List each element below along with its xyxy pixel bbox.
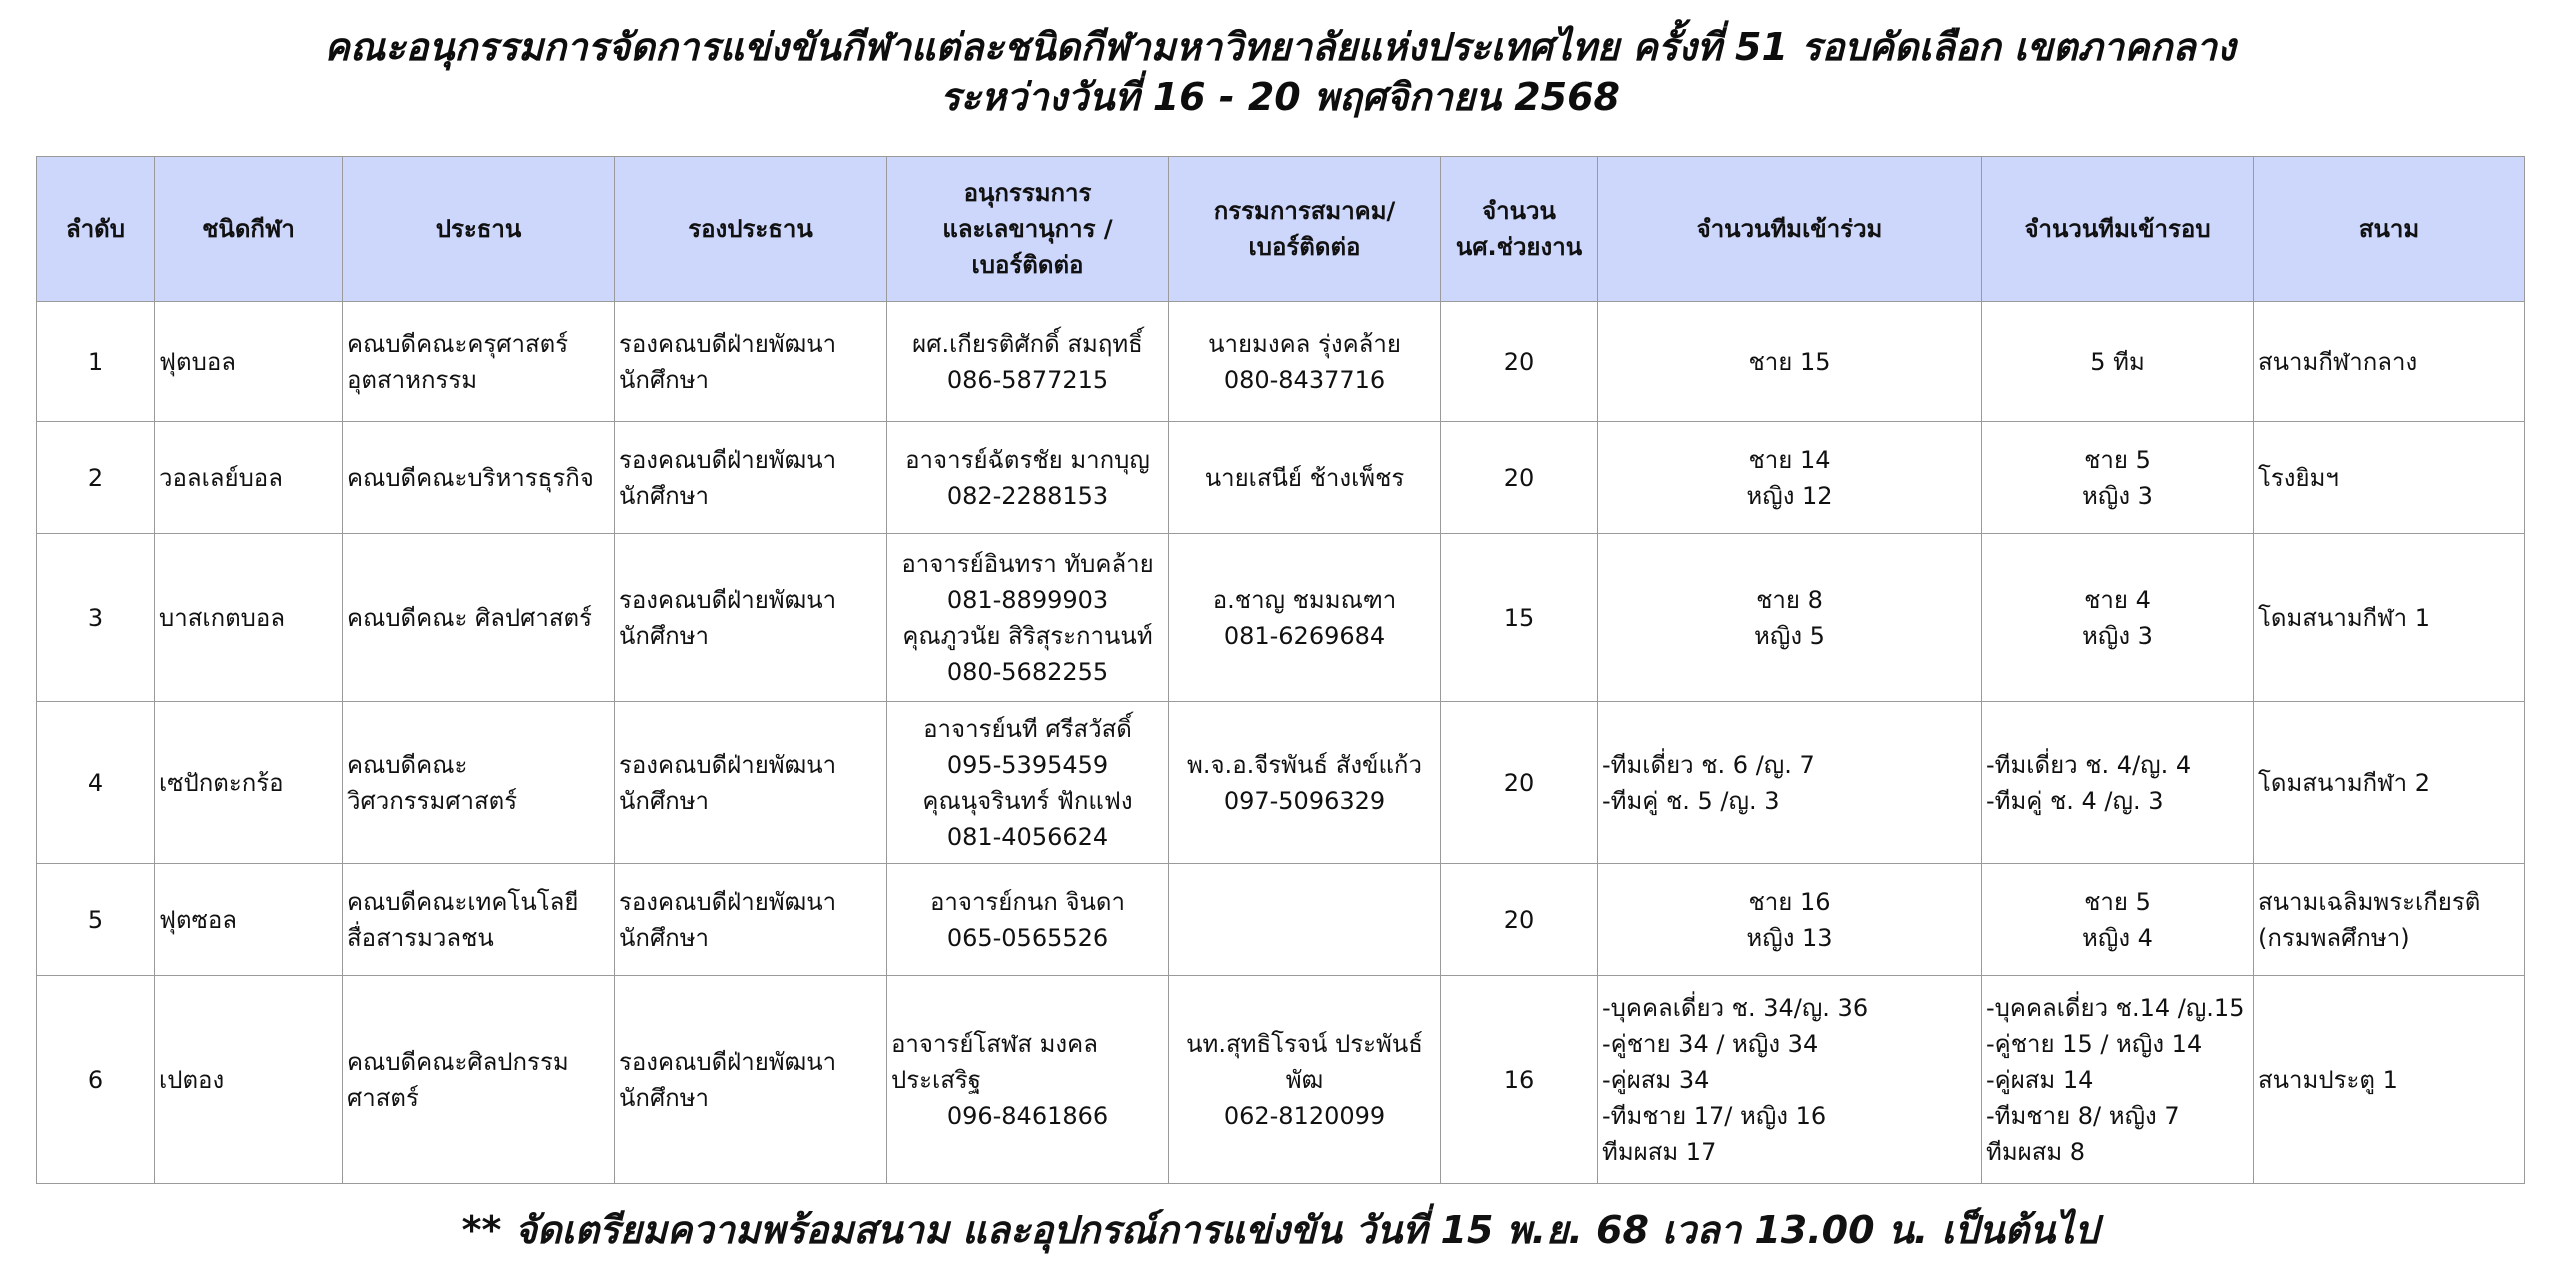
cell-line: 5 ทีม (2090, 347, 2145, 376)
header-no: ลำดับ (37, 157, 155, 302)
cell-line: -คู่ผสม 14 (1986, 1065, 2094, 1094)
cell-teams-qualified (1982, 302, 2254, 422)
cell-association (1169, 702, 1441, 864)
cell-line: อาจารย์โสฬส มงคล (891, 1029, 1098, 1058)
cell-line: 081-8899903 (946, 585, 1109, 614)
cell-line: นักศึกษา (619, 786, 709, 815)
cell-association (1169, 534, 1441, 702)
cell-sport: วอลเลย์บอล (155, 422, 343, 534)
cell-sport: ฟุตบอล (155, 302, 343, 422)
cell-vice-chair (615, 864, 887, 976)
cell-vice-chair (615, 976, 887, 1184)
cell-line: 062-8120099 (1223, 1101, 1386, 1130)
header-chair: ประธาน (343, 157, 615, 302)
cell-line: อาจารย์อินทรา ทับคล้าย (901, 549, 1154, 578)
cell-line: ชาย 16 (1748, 887, 1831, 916)
cell-line: สื่อสารมวลชน (347, 923, 494, 952)
cell-students: 20 (1441, 702, 1598, 864)
cell-line: -ทีมเดี่ยว ช. 6 /ญ. 7 (1602, 750, 1815, 779)
cell-line: นักศึกษา (619, 1083, 709, 1112)
cell-venue (2254, 702, 2525, 864)
header-secretary: อนุกรรมการ และเลขานุการ / เบอร์ติดต่อ (887, 157, 1169, 302)
cell-line: รองคณบดีฝ่ายพัฒนา (619, 887, 837, 916)
cell-association (1169, 864, 1441, 976)
cell-line: คณบดีคณะเทคโนโลยี (347, 887, 579, 916)
cell-line: อาจารย์นที ศรีสวัสดิ์ (923, 714, 1132, 743)
cell-teams-joined (1598, 302, 1982, 422)
cell-line: นักศึกษา (619, 481, 709, 510)
cell-line: สนามเฉลิมพระเกียรติ (2258, 887, 2481, 916)
cell-students: 20 (1441, 302, 1598, 422)
cell-venue (2254, 534, 2525, 702)
cell-line: -คู่ชาย 34 / หญิง 34 (1602, 1029, 1819, 1058)
cell-secretary (887, 422, 1169, 534)
cell-teams-qualified (1982, 976, 2254, 1184)
cell-no: 3 (37, 534, 155, 702)
cell-line: สนามกีฬากลาง (2258, 347, 2418, 376)
cell-chair (343, 702, 615, 864)
cell-line: -ทีมชาย 17/ หญิง 16 (1602, 1101, 1827, 1130)
cell-line: คณบดีคณะ ศิลปศาสตร์ (347, 603, 592, 632)
cell-line: นักศึกษา (619, 365, 709, 394)
cell-line: -บุคคลเดี่ยว ช. 34/ญ. 36 (1602, 993, 1869, 1022)
cell-teams-qualified (1982, 702, 2254, 864)
cell-sport: ฟุตซอล (155, 864, 343, 976)
cell-students: 16 (1441, 976, 1598, 1184)
table-row (37, 976, 2525, 1184)
cell-no: 5 (37, 864, 155, 976)
cell-line: โรงยิมฯ (2258, 463, 2339, 492)
cell-line: -บุคคลเดี่ยว ช.14 /ญ.15 (1986, 993, 2245, 1022)
header-row (37, 157, 2525, 302)
cell-students: 20 (1441, 422, 1598, 534)
cell-students: 20 (1441, 864, 1598, 976)
cell-teams-joined (1598, 534, 1982, 702)
cell-secretary (887, 302, 1169, 422)
cell-line: 095-5395459 (946, 750, 1109, 779)
cell-chair (343, 864, 615, 976)
schedule-table (36, 156, 2525, 1184)
cell-line: ทีมผสม 17 (1602, 1137, 1717, 1166)
cell-line: ชาย 5 (2084, 887, 2151, 916)
cell-venue (2254, 302, 2525, 422)
header-sport: ชนิดกีฬา (155, 157, 343, 302)
cell-line: คณบดีคณะครุศาสตร์ (347, 329, 569, 358)
cell-vice-chair (615, 534, 887, 702)
header-association: กรรมการสมาคม/ เบอร์ติดต่อ (1169, 157, 1441, 302)
cell-students: 15 (1441, 534, 1598, 702)
cell-teams-qualified (1982, 534, 2254, 702)
cell-line: หญิง 12 (1746, 481, 1833, 510)
header-students: จำนวน นศ.ช่วยงาน (1441, 157, 1598, 302)
title-line-1: คณะอนุกรรมการจัดการแข่งขันกีฬาแต่ละชนิดกีฬามหาวิทยาลัยแห่งประเทศไทย ครั้งที่ 51 รอบคัดเลือก เขตภาคกลาง (324, 25, 2236, 69)
cell-line: -ทีมเดี่ยว ช. 4/ญ. 4 (1986, 750, 2192, 779)
cell-line: 065-0565526 (946, 923, 1109, 952)
header-teams-joined: จำนวนทีมเข้าร่วม (1598, 157, 1982, 302)
cell-line: ชาย 8 (1756, 585, 1823, 614)
cell-line: หญิง 3 (2082, 621, 2153, 650)
cell-association (1169, 976, 1441, 1184)
cell-no: 2 (37, 422, 155, 534)
cell-chair (343, 976, 615, 1184)
cell-line: รองคณบดีฝ่ายพัฒนา (619, 445, 837, 474)
cell-venue (2254, 864, 2525, 976)
table-row (37, 702, 2525, 864)
cell-association (1169, 422, 1441, 534)
cell-chair (343, 422, 615, 534)
cell-chair (343, 302, 615, 422)
cell-sport: บาสเกตบอล (155, 534, 343, 702)
cell-line: คุณภูวนัย สิริสุระกานนท์ (902, 621, 1153, 650)
header-teams-qualified: จำนวนทีมเข้ารอบ (1982, 157, 2254, 302)
cell-secretary (887, 864, 1169, 976)
cell-sport: เปตอง (155, 976, 343, 1184)
header-vice-chair: รองประธาน (615, 157, 887, 302)
cell-line: สนามประตู 1 (2258, 1065, 2398, 1094)
cell-vice-chair (615, 702, 887, 864)
cell-line: ชาย 14 (1748, 445, 1831, 474)
cell-line: รองคณบดีฝ่ายพัฒนา (619, 329, 837, 358)
cell-line: นักศึกษา (619, 621, 709, 650)
cell-venue (2254, 422, 2525, 534)
cell-line: หญิง 4 (2082, 923, 2153, 952)
cell-line: 080-5682255 (946, 657, 1109, 686)
cell-line: คณบดีคณะบริหารธุรกิจ (347, 463, 594, 492)
cell-line: อุตสาหกรรม (347, 365, 478, 394)
cell-line: ชาย 4 (2084, 585, 2151, 614)
table-row (37, 422, 2525, 534)
cell-association (1169, 302, 1441, 422)
cell-line: 086-5877215 (946, 365, 1109, 394)
table-row (37, 534, 2525, 702)
footer-note: ** จัดเตรียมความพร้อมสนาม และอุปกรณ์การแข่งขัน วันที่ 15 พ.ย. 68 เวลา 13.00 น. เป็นต้นไป (461, 1208, 2099, 1252)
cell-vice-chair (615, 302, 887, 422)
cell-line: นักศึกษา (619, 923, 709, 952)
cell-line: วิศวกรรมศาสตร์ (347, 786, 518, 815)
cell-line: -ทีมชาย 8/ หญิง 7 (1986, 1101, 2180, 1130)
cell-teams-joined (1598, 422, 1982, 534)
cell-line: 081-6269684 (1223, 621, 1386, 650)
cell-line: นายมงคล รุ่งคล้าย (1208, 329, 1401, 358)
cell-venue (2254, 976, 2525, 1184)
cell-line: หญิง 13 (1746, 923, 1833, 952)
cell-line: รองคณบดีฝ่ายพัฒนา (619, 750, 837, 779)
cell-line: คุณนุจรินทร์ ฟักแฟง (922, 786, 1133, 815)
cell-line: -ทีมคู่ ช. 4 /ญ. 3 (1986, 786, 2164, 815)
cell-line: ชาย 15 (1748, 347, 1831, 376)
cell-teams-joined (1598, 976, 1982, 1184)
cell-teams-joined (1598, 864, 1982, 976)
cell-line: ศาสตร์ (347, 1083, 419, 1112)
cell-line: นายเสนีย์ ช้างเพ็ชร (1204, 463, 1405, 492)
cell-line: พ.จ.อ.จีรพันธ์ สังข์แก้ว (1187, 750, 1422, 779)
cell-line: 096-8461866 (946, 1101, 1109, 1130)
cell-line: อาจารย์กนก จินดา (929, 887, 1125, 916)
cell-line: 081-4056624 (946, 822, 1109, 851)
table-row (37, 864, 2525, 976)
cell-line: ชาย 5 (2084, 445, 2151, 474)
cell-line: -คู่ชาย 15 / หญิง 14 (1986, 1029, 2203, 1058)
cell-line: ทีมผสม 8 (1986, 1137, 2086, 1166)
cell-teams-qualified (1982, 864, 2254, 976)
cell-secretary (887, 534, 1169, 702)
header-venue: สนาม (2254, 157, 2525, 302)
table-row (37, 302, 2525, 422)
cell-line: -ทีมคู่ ช. 5 /ญ. 3 (1602, 786, 1780, 815)
cell-no: 1 (37, 302, 155, 422)
cell-teams-joined (1598, 702, 1982, 864)
cell-line: หญิง 3 (2082, 481, 2153, 510)
cell-line: โดมสนามกีฬา 2 (2258, 768, 2430, 797)
cell-line: คณบดีคณะ (347, 750, 468, 779)
cell-line: (กรมพลศึกษา) (2258, 923, 2410, 952)
title-line-2: ระหว่างวันที่ 16 - 20 พฤศจิกายน 2568 (940, 75, 1620, 119)
cell-line: ประเสริฐ (891, 1065, 981, 1094)
cell-line: 082-2288153 (946, 481, 1109, 510)
cell-secretary (887, 702, 1169, 864)
cell-vice-chair (615, 422, 887, 534)
cell-secretary (887, 976, 1169, 1184)
cell-line: คณบดีคณะศิลปกรรม (347, 1047, 569, 1076)
cell-teams-qualified (1982, 422, 2254, 534)
cell-line: อ.ชาญ ชมมณฑา (1212, 585, 1397, 614)
cell-no: 6 (37, 976, 155, 1184)
cell-line: รองคณบดีฝ่ายพัฒนา (619, 585, 837, 614)
cell-line: อาจารย์ฉัตรชัย มากบุญ (905, 445, 1150, 474)
cell-no: 4 (37, 702, 155, 864)
cell-line: รองคณบดีฝ่ายพัฒนา (619, 1047, 837, 1076)
cell-line: โดมสนามกีฬา 1 (2258, 603, 2430, 632)
cell-sport: เซปักตะกร้อ (155, 702, 343, 864)
cell-line: ผศ.เกียรติศักดิ์ สมฤทธิ์ (912, 329, 1143, 358)
cell-line: นท.สุทธิโรจน์ ประพันธ์พัฒ (1186, 1029, 1423, 1094)
cell-chair (343, 534, 615, 702)
cell-line: หญิง 5 (1754, 621, 1825, 650)
cell-line: -คู่ผสม 34 (1602, 1065, 1710, 1094)
cell-line: 080-8437716 (1223, 365, 1386, 394)
cell-line: 097-5096329 (1223, 786, 1386, 815)
